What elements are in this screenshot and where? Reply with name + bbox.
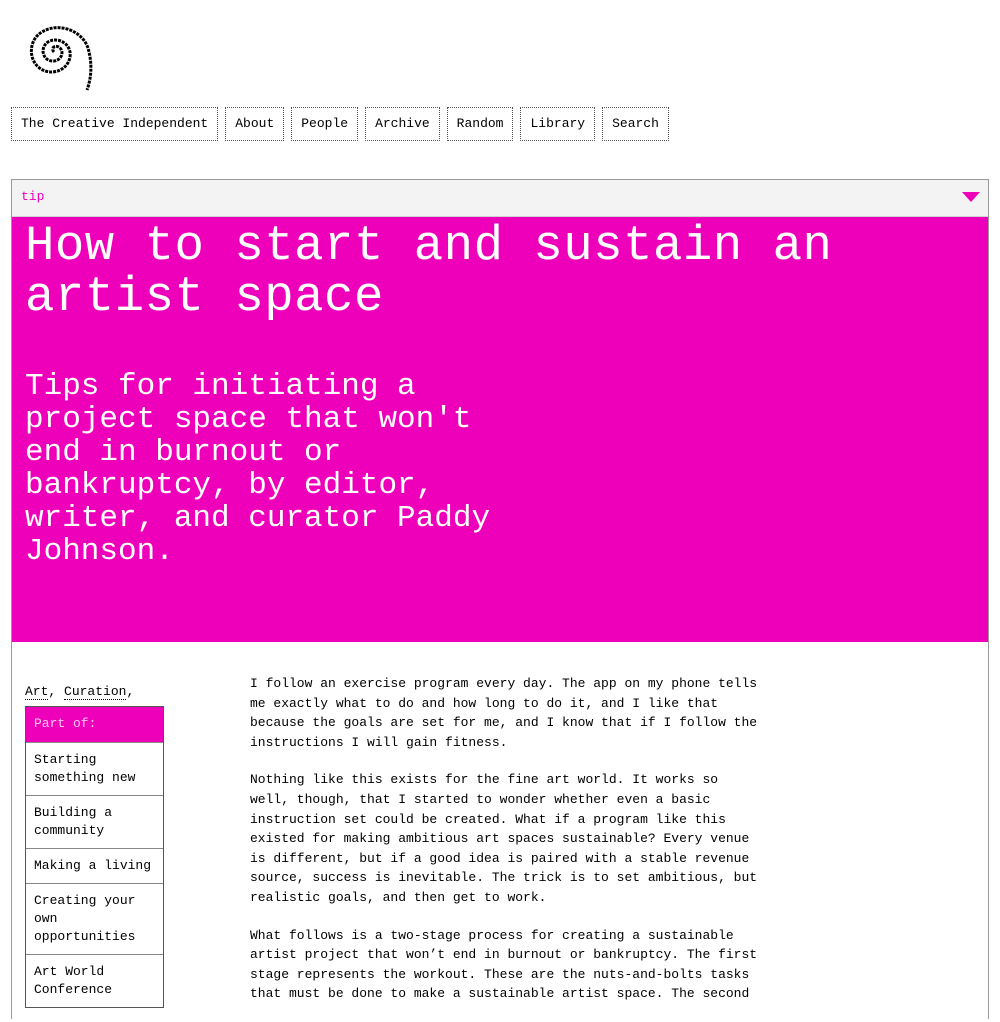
nav-archive-link[interactable]: Archive xyxy=(365,107,440,141)
nav-people-link[interactable]: People xyxy=(291,107,358,141)
tag-curation-link[interactable]: Curation xyxy=(64,684,127,699)
hero-banner xyxy=(12,217,988,642)
part-of-item-link[interactable]: Starting something new xyxy=(26,742,163,795)
triangle-down-icon[interactable] xyxy=(962,192,980,202)
nav-search-link[interactable]: Search xyxy=(602,107,669,141)
article-paragraph: I follow an exercise program every day. The app on my phone tells me exactly what to do and how long to do it, and I like that because the goals are set for me, and I know that if I follow the instructions I will gain fitness. xyxy=(250,676,758,750)
article-title: How to start and sustain an artist space xyxy=(25,218,833,325)
nav-about-link[interactable]: About xyxy=(225,107,284,141)
part-of-panel xyxy=(25,706,164,1008)
card-header xyxy=(12,180,988,217)
tag-art-link[interactable]: Art xyxy=(25,684,49,699)
part-of-item-link[interactable]: Building a community xyxy=(26,795,163,848)
nav-library-link[interactable]: Library xyxy=(520,107,595,141)
part-of-item-link[interactable]: Art World Conference xyxy=(26,954,163,1007)
content-type-label: tip xyxy=(21,189,45,204)
article-paragraph: Nothing like this exists for the fine art world. It works so well, though, that I started to wonder whether even a basic instruction set could be created. What if a program like this existed for making ambitious art spaces sustainable? Every venue is different, but if a good idea is paired with a stable revenue source, success is inevitable. The trick is to set ambitious, but realistic goals, and then get to work. xyxy=(250,772,758,905)
article-paragraph: What follows is a two-stage process for creating a sustainable artist project that won’t end in burnout or bankruptcy. The first stage represents the workout. These are the nuts-and-bolts tasks that must be done to make a sustainable artist space. The second xyxy=(250,927,758,1002)
nav-home-link[interactable]: The Creative Independent xyxy=(11,107,218,141)
nav-random-link[interactable]: Random xyxy=(447,107,514,141)
article-body xyxy=(250,674,760,1022)
part-of-heading: Part of: xyxy=(26,707,163,742)
main-nav xyxy=(11,107,669,141)
article-card xyxy=(11,179,989,1019)
spiral-logo-icon[interactable] xyxy=(10,10,98,92)
tag-list: Art, Curation, xyxy=(25,684,135,699)
part-of-item-link[interactable]: Making a living xyxy=(26,848,163,883)
article-subtitle: Tips for initiating a project space that won't end in burnout or bankruptcy, by editor, writer, and curator Paddy Johnson. xyxy=(25,369,491,569)
part-of-item-link[interactable]: Creating your own opportunities xyxy=(26,883,163,954)
